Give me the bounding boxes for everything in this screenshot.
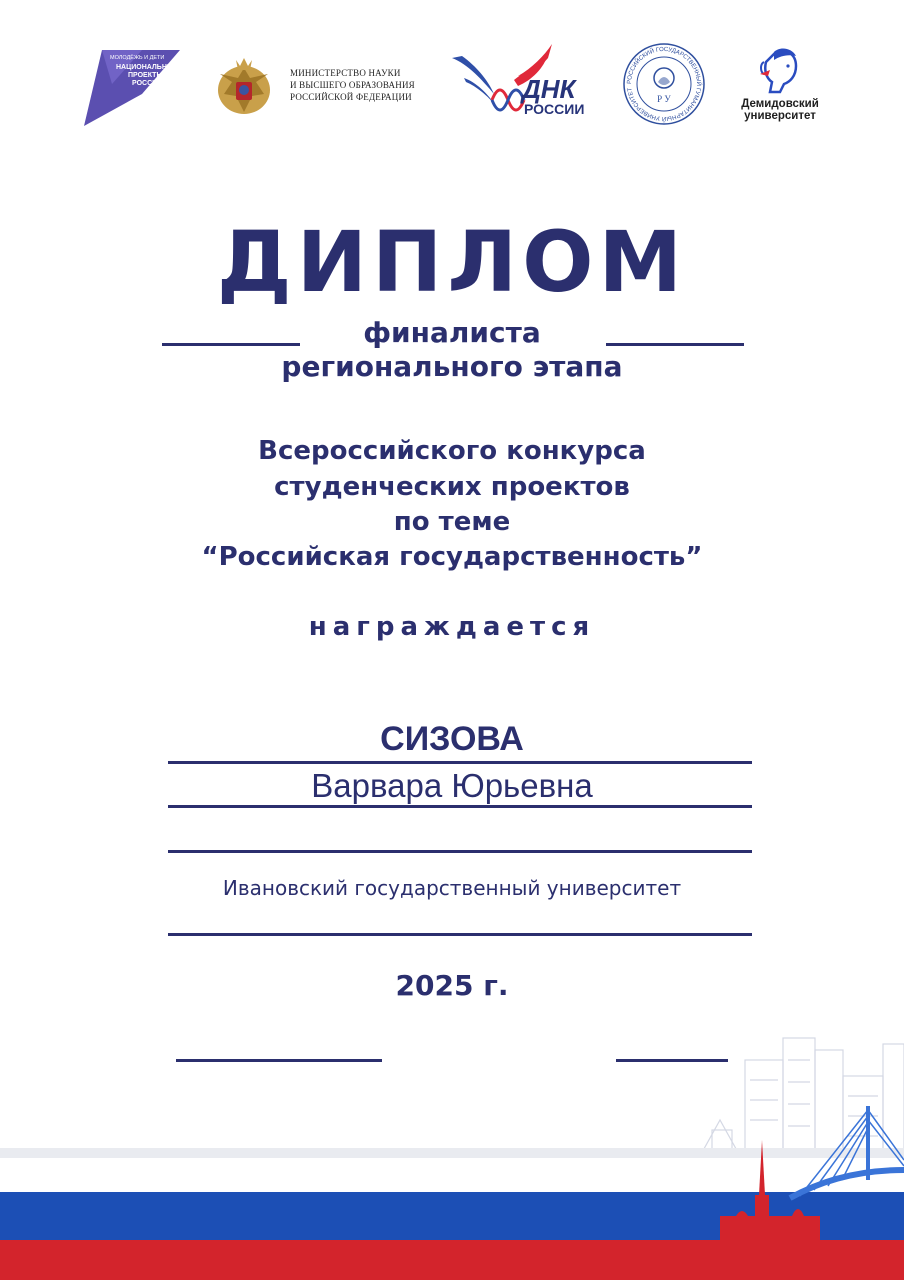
rggu-seal-logo: [622, 42, 706, 126]
city-skyline-outline-icon: [700, 1038, 904, 1156]
contest-line3: по теме: [393, 507, 511, 537]
university-seal-icon: [622, 42, 706, 126]
recipient-surname: СИЗОВА: [380, 720, 524, 758]
footer-illustration: [0, 1020, 904, 1280]
dnk-rossii-logo: [448, 40, 598, 124]
np-line3: РОССИИ: [132, 80, 163, 87]
demidov-university-logo: [730, 44, 830, 126]
demidov-line2: университет: [744, 110, 816, 122]
demidov-line1: Демидовский: [741, 98, 819, 110]
awarded-label: награждается: [308, 612, 596, 642]
national-projects-logo: [82, 44, 182, 126]
dnk-title: ДНК: [522, 74, 576, 104]
blank-line: [168, 850, 752, 853]
contest-line4: “Российская государственность”: [201, 542, 703, 572]
name-line: [168, 805, 752, 808]
contest-line1: Всероссийского конкурса: [258, 436, 646, 466]
seal-ring-text: РОССИЙСКИЙ ГОСУДАРСТВЕННЫЙ ГУМАНИТАРНЫЙ УНИВЕРСИТЕТ: [626, 46, 702, 122]
diploma-title: ДИПЛОМ: [216, 213, 688, 311]
ministry-line2: И ВЫСШЕГО ОБРАЗОВАНИЯ: [290, 80, 415, 90]
demidov-portrait-icon: [730, 44, 830, 96]
dnk-subtitle: РОССИИ: [524, 101, 585, 117]
double-headed-eagle-icon: [210, 52, 278, 124]
organization-line: [168, 933, 752, 936]
ministry-line3: РОССИЙСКОЙ ФЕДЕРАЦИИ: [290, 92, 412, 102]
year-label: 2025 г.: [395, 969, 509, 1002]
subtitle-finalist: финалиста: [363, 316, 541, 349]
np-small-label: МОЛОДЁЖЬ И ДЕТИ: [110, 55, 165, 61]
subtitle-regional-stage: регионального этапа: [281, 350, 623, 383]
ministry-line1: МИНИСТЕРСТВО НАУКИ: [290, 68, 401, 78]
recipient-name: Варвара Юрьевна: [311, 767, 593, 804]
contest-line2: студенческих проектов: [274, 472, 630, 502]
ministry-logo: [210, 52, 430, 124]
seal-letters: Р У: [657, 94, 671, 104]
recipient-organization: Ивановский государственный университет: [222, 876, 682, 900]
np-line1: НАЦИОНАЛЬНЫЕ: [116, 64, 179, 71]
surname-line: [168, 761, 752, 764]
np-line2: ПРОЕКТЫ: [128, 72, 164, 79]
